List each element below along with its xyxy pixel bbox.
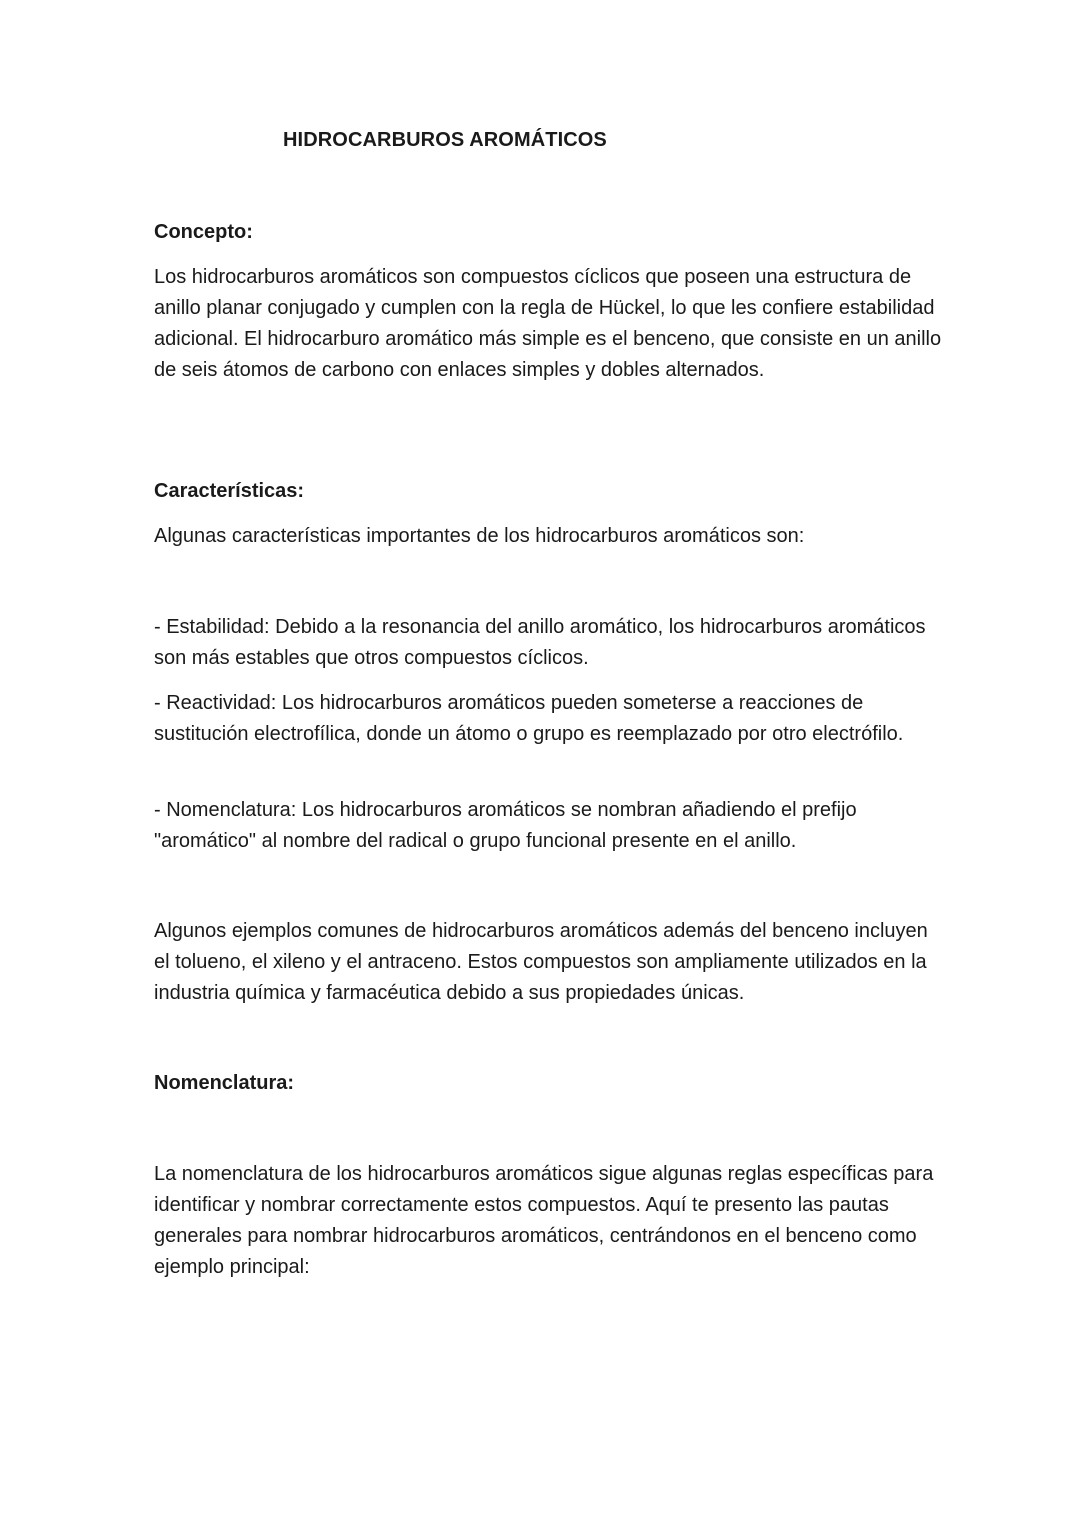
list-item-estabilidad: - Estabilidad: Debido a la resonancia del anillo aromático, los hidrocarburos aromáticos son más estables que otros compuestos cíclicos. — [154, 616, 926, 669]
concepto-heading: Concepto: — [154, 221, 253, 243]
document-title: HIDROCARBUROS AROMÁTICOS — [283, 129, 607, 151]
caracteristicas-intro: Algunas características importantes de los hidrocarburos aromáticos son: — [154, 525, 805, 547]
caracteristicas-heading: Características: — [154, 480, 305, 502]
examples-paragraph: Algunos ejemplos comunes de hidrocarburos aromáticos además del benceno incluyen el tolueno, el xileno y el antraceno. Estos compuestos son ampliamente utilizados en la industria química y farmacéutica debido a sus propiedades únicas. — [154, 920, 928, 1004]
nomenclatura-paragraph: La nomenclatura de los hidrocarburos aromáticos sigue algunas reglas específicas para identificar y nombrar correctamente estos compuestos. Aquí te presento las pautas generales para nombrar hidrocarburos aromáticos, centrándonos en el benceno como ejemplo principal: — [154, 1163, 934, 1278]
concepto-paragraph: Los hidrocarburos aromáticos son compuestos cíclicos que poseen una estructura de anillo planar conjugado y cumplen con la regla de Hückel, lo que les confiere estabilidad adicional. El hidrocarburo aromático más simple es el benceno, que consiste en un anillo de seis átomos de carbono con enlaces simples y dobles alternados. — [154, 266, 942, 381]
list-item-reactividad: - Reactividad: Los hidrocarburos aromáticos pueden someterse a reacciones de sustitución electrofílica, donde un átomo o grupo es reemplazado por otro electrófilo. — [154, 692, 904, 745]
list-item-nomenclatura: - Nomenclatura: Los hidrocarburos aromáticos se nombran añadiendo el prefijo "aromático" al nombre del radical o grupo funcional presente en el anillo. — [154, 799, 857, 852]
nomenclatura-heading: Nomenclatura: — [154, 1072, 295, 1094]
